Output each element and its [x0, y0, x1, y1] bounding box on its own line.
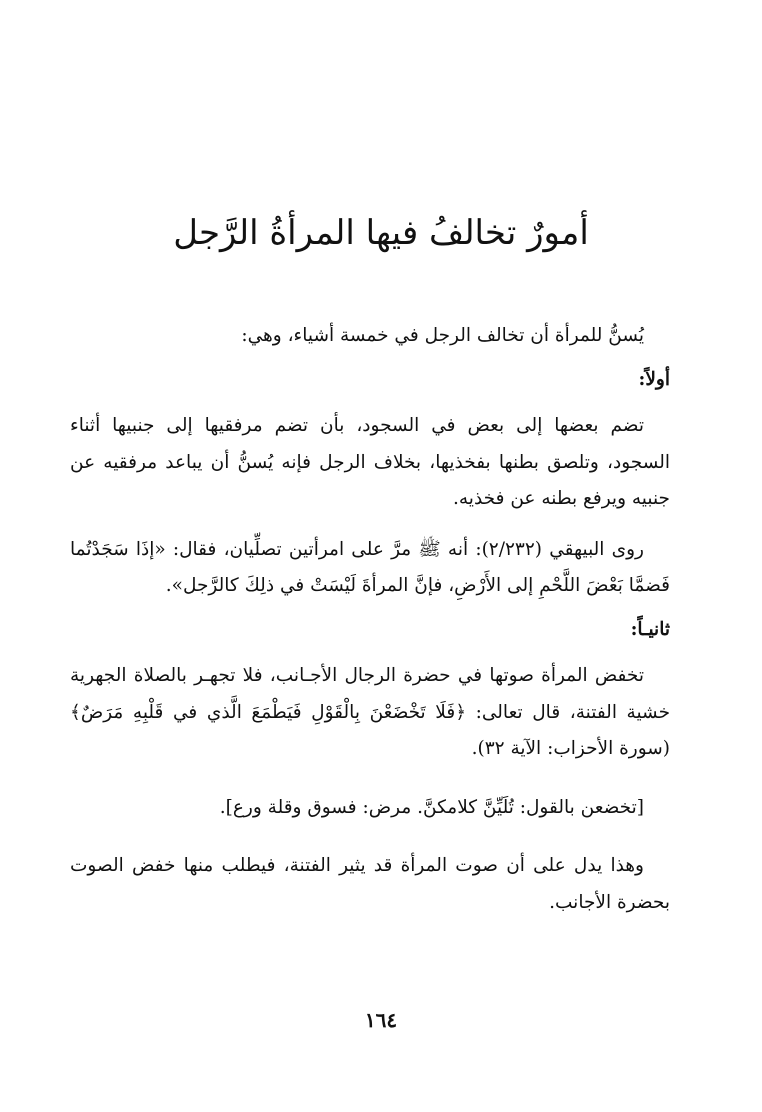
page-body: [70, 318, 670, 921]
section1-heading: أولاً:: [638, 368, 670, 390]
section2-heading: ثانيـاً:: [630, 618, 670, 640]
section2-gloss: [تخضعن بالقول: تُلَيِّنَّ كلامكنَّ. مرض: فسوق وقلة ورع].: [219, 796, 644, 818]
chapter-title: أمورٌ تخالفُ فيها المرأةُ الرَّجل: [173, 212, 589, 253]
section1-narration: روى البيهقي (٢/٢٣٢): أنه ﷺ مرَّ على امرأتين تصلِّيان، فقال: «إذَا سَجَدْتُما فَضمَّا بَعْضَ اللَّحْمِ إلى الأَرْضِ، فإنَّ المرأةَ لَيْسَتْ في ذلِكَ كالرَّجل».: [70, 538, 670, 596]
section1-paragraph: تضم بعضها إلى بعض في السجود، بأن تضم مرفقيها إلى جنبيها أثناء السجود، وتلصق بطنها بفخذيها، بخلاف الرجل فإنه يُسنُّ أن يباعد مرفقيه عن جنبيه ويرفع بطنه عن فخذيه.: [70, 415, 670, 509]
intro-paragraph: يُسنُّ للمرأة أن تخالف الرجل في خمسة أشياء، وهي:: [241, 325, 644, 346]
section2-conclusion: وهذا يدل على أن صوت المرأة قد يثير الفتنة، فيطلب منها خفض الصوت بحضرة الأجانب.: [70, 855, 670, 913]
section2-paragraph: تخفض المرأة صوتها في حضرة الرجال الأجـانب، فلا تجهـر بالصلاة الجهرية خشية الفتنة، قال تعالى: ﴿فَلَا تَخْضَعْنَ بِالْقَوْلِ فَيَطْمَعَ الَّذي في قَلْبِهِ مَرَضٌ﴾(سورة الأحزاب: الآية ٣٢).: [70, 665, 671, 759]
page-number: ١٦٤: [364, 1008, 398, 1032]
